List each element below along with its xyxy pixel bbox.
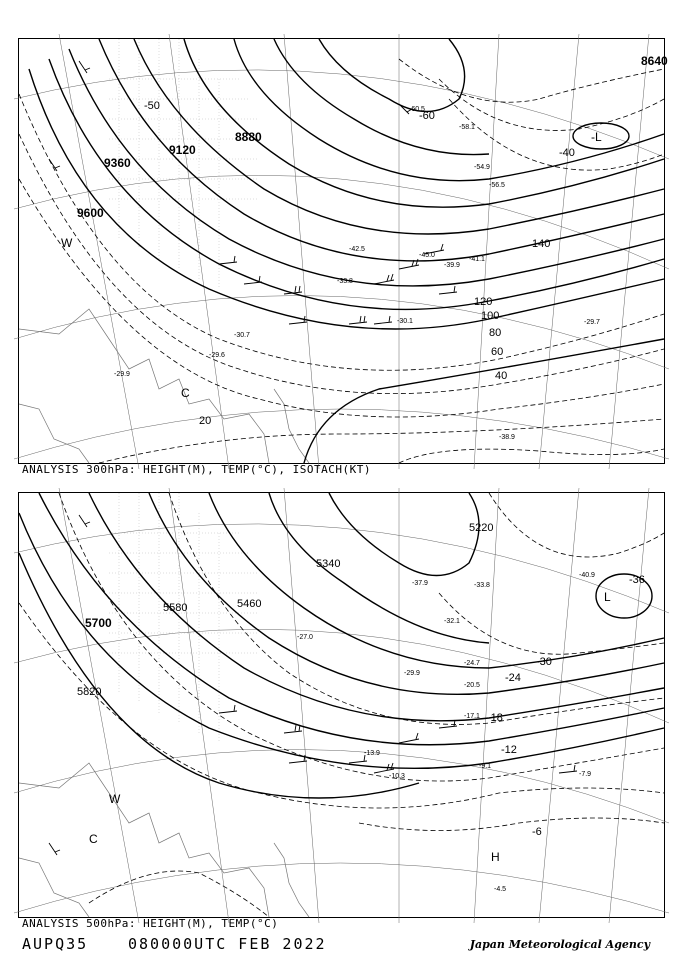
station-value: -41.1 xyxy=(469,256,485,263)
isotach-label-20: 20 xyxy=(199,415,212,427)
temp-label-minus12: -12 xyxy=(501,744,517,756)
station-value: -27.0 xyxy=(297,634,313,641)
station-value: -17.1 xyxy=(464,713,480,720)
station-value: -9.1 xyxy=(479,763,492,770)
wind-barbs xyxy=(49,61,457,324)
height-label-8880: 8880 xyxy=(235,130,262,144)
isotach-label-100: 100 xyxy=(481,310,500,322)
station-value: -33.8 xyxy=(474,582,490,589)
isotach-label-60: 60 xyxy=(491,346,504,358)
map-500hpa-caption: ANALYSIS 500hPa: HEIGHT(M), TEMP(°C) xyxy=(22,917,279,930)
station-value: -30.7 xyxy=(234,332,250,339)
station-value: -30.1 xyxy=(397,318,413,325)
temp-label-minus18: -18 xyxy=(487,712,503,724)
graticule xyxy=(14,34,669,469)
height-contours xyxy=(19,493,664,798)
isotach-label-80: 80 xyxy=(489,327,502,339)
coarse-grid xyxy=(109,39,259,289)
station-value: -13.9 xyxy=(364,750,380,757)
station-value: -24.7 xyxy=(464,660,480,667)
station-value: -20.5 xyxy=(464,682,480,689)
height-label-9360: 9360 xyxy=(104,156,131,170)
map-300hpa-caption: ANALYSIS 300hPa: HEIGHT(M), TEMP(°C), ISOTACH(KT) xyxy=(22,463,372,476)
height-label-9120: 9120 xyxy=(169,143,196,157)
station-value: -29.9 xyxy=(404,670,420,677)
isotach-label-120: 120 xyxy=(474,296,493,308)
coarse-grid xyxy=(109,493,262,743)
system-low: L xyxy=(604,590,611,604)
system-cold: C xyxy=(181,386,190,400)
map-500hpa xyxy=(18,492,665,918)
station-value: -39.9 xyxy=(444,262,460,269)
station-value: -54.9 xyxy=(474,164,490,171)
coastline xyxy=(19,763,309,917)
isotach-label-140: 140 xyxy=(532,238,551,250)
temp-label-minus50: -50 xyxy=(144,100,160,112)
graticule xyxy=(14,488,669,923)
station-value: -32.1 xyxy=(444,618,460,625)
station-value: -29.6 xyxy=(209,352,225,359)
height-label-5580: 5580 xyxy=(163,602,188,614)
station-value: -10.3 xyxy=(389,773,405,780)
height-label-5820: 5820 xyxy=(77,686,102,698)
temp-label-minus24: -24 xyxy=(505,672,521,684)
agency-name: Japan Meteorological Agency xyxy=(469,938,650,951)
map-300hpa-canvas xyxy=(19,39,668,463)
station-value: -29.7 xyxy=(584,319,600,326)
temp-label-minus36: -36 xyxy=(629,574,645,586)
height-contours xyxy=(29,39,664,463)
height-label-5340: 5340 xyxy=(316,558,341,570)
system-warm: W xyxy=(109,792,121,806)
isotach-contours xyxy=(19,59,664,463)
temp-label-minus6: -6 xyxy=(532,826,542,838)
height-label-9600: 9600 xyxy=(77,206,104,220)
map-300hpa xyxy=(18,38,668,464)
valid-time: 080000UTC FEB 2022 xyxy=(128,935,327,953)
temp-label-minus60: -60 xyxy=(419,110,435,122)
wind-barbs xyxy=(49,515,577,855)
station-value: -40.9 xyxy=(579,572,595,579)
height-label-8640: 8640 xyxy=(641,54,668,68)
station-value: -33.8 xyxy=(337,278,353,285)
height-label-5220: 5220 xyxy=(469,522,494,534)
station-value: -60.5 xyxy=(409,106,425,113)
station-value: -37.9 xyxy=(412,580,428,587)
system-cold: C xyxy=(89,832,98,846)
station-value: -45.0 xyxy=(419,252,435,259)
height-label-5460: 5460 xyxy=(237,598,262,610)
system-high: H xyxy=(491,850,500,864)
temp-label-minus40: -40 xyxy=(559,147,575,159)
chart-code: AUPQ35 xyxy=(22,935,89,953)
station-value: -56.5 xyxy=(489,182,505,189)
temp-label-minus30: -30 xyxy=(536,656,552,668)
station-value: -4.5 xyxy=(494,886,507,893)
map-500hpa-canvas xyxy=(19,493,664,917)
system-low: -L xyxy=(591,130,602,144)
station-value: -29.9 xyxy=(114,371,130,378)
station-value: -42.5 xyxy=(349,246,365,253)
height-label-5700: 5700 xyxy=(85,616,112,630)
system-warm: W xyxy=(61,236,73,250)
isotach-label-40: 40 xyxy=(495,370,508,382)
station-value: -38.9 xyxy=(499,434,515,441)
coastline xyxy=(19,309,309,463)
station-value: -7.9 xyxy=(579,771,592,778)
station-value: -58.1 xyxy=(459,124,475,131)
